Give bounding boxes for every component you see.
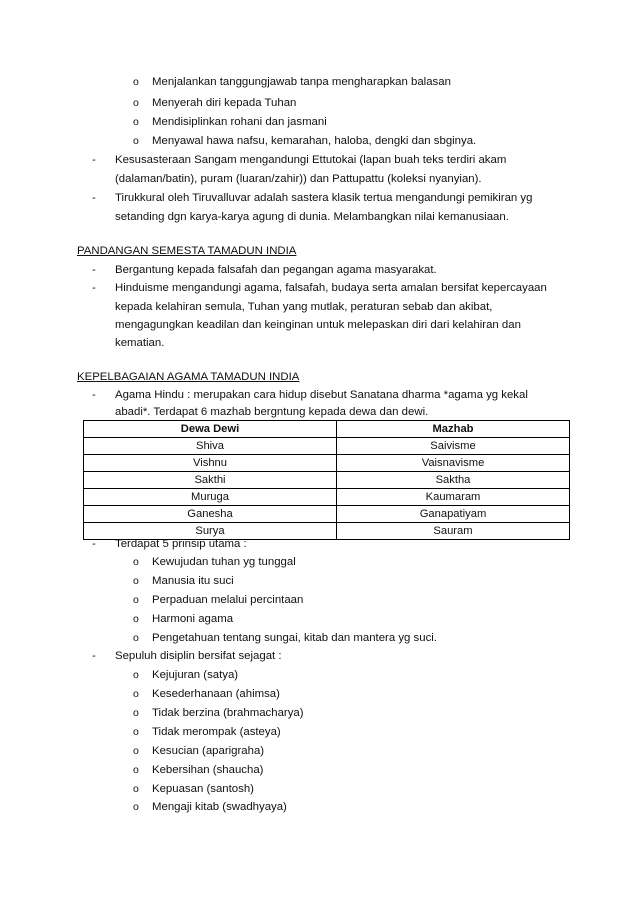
list-item: Kejujuran (satya) bbox=[152, 669, 239, 681]
circle-bullet-icon: o bbox=[133, 575, 139, 587]
circle-bullet-icon: o bbox=[133, 76, 139, 88]
list-item-line: setanding dgn karya-karya agung di dunia. Melambangkan nilai kemanusiaan. bbox=[115, 211, 509, 223]
list-item: Menjalankan tanggungjawab tanpa mengharapkan balasan bbox=[152, 76, 451, 88]
list-item-line: (dalaman/batin), puram (luaran/zahir)) dan Pattupattu (koleksi nyanyian). bbox=[115, 173, 482, 185]
list-item: Kesederhanaan (ahimsa) bbox=[152, 688, 280, 700]
list-item: Mengaji kitab (swadhyaya) bbox=[152, 801, 287, 813]
list-item: Mendisiplinkan rohani dan jasmani bbox=[152, 116, 327, 128]
list-item-line: mengagungkan keadilan dan keinginan untuk melepaskan diri dari kelahiran dan bbox=[115, 319, 521, 331]
list-item: Kesucian (aparigraha) bbox=[152, 745, 265, 757]
section-heading: KEPELBAGAIAN AGAMA TAMADUN INDIA bbox=[77, 371, 300, 383]
list-item: Menyawal hawa nafsu, kemarahan, haloba, dengki dan sbginya. bbox=[152, 135, 477, 147]
circle-bullet-icon: o bbox=[133, 783, 139, 795]
table-row bbox=[84, 438, 570, 455]
table-cell: Saivisme bbox=[337, 438, 570, 455]
circle-bullet-icon: o bbox=[133, 726, 139, 738]
list-item: Pengetahuan tentang sungai, kitab dan mantera yg suci. bbox=[152, 632, 437, 644]
table-row bbox=[84, 472, 570, 489]
list-item: Manusia itu suci bbox=[152, 575, 234, 587]
dash-bullet: - bbox=[92, 650, 96, 662]
column-header: Dewa Dewi bbox=[84, 421, 337, 438]
list-item: Kebersihan (shaucha) bbox=[152, 764, 264, 776]
list-item: Menyerah diri kepada Tuhan bbox=[152, 97, 297, 109]
dash-bullet: - bbox=[92, 538, 96, 550]
list-item-line: Tirukkural oleh Tiruvalluvar adalah sastera klasik tertua mengandungi pemikiran yg bbox=[115, 192, 533, 204]
dash-bullet: - bbox=[92, 264, 96, 276]
table-cell: Sauram bbox=[337, 523, 570, 540]
table-row bbox=[84, 455, 570, 472]
dash-bullet: - bbox=[92, 389, 96, 401]
list-item-line: Hinduisme mengandungi agama, falsafah, budaya serta amalan bersifat kepercayaan bbox=[115, 282, 547, 294]
dash-bullet: - bbox=[92, 192, 96, 204]
dash-bullet: - bbox=[92, 154, 96, 166]
circle-bullet-icon: o bbox=[133, 669, 139, 681]
table-cell: Surya bbox=[84, 523, 337, 540]
list-item: Tidak merompak (asteya) bbox=[152, 726, 281, 738]
list-item-line: Sepuluh disiplin bersifat sejagat : bbox=[115, 650, 282, 662]
dash-bullet: - bbox=[92, 282, 96, 294]
list-item-line: kepada kelahiran semula, Tuhan yang mutlak, peraturan sebab dan akibat, bbox=[115, 301, 493, 313]
circle-bullet-icon: o bbox=[133, 764, 139, 776]
circle-bullet-icon: o bbox=[133, 688, 139, 700]
circle-bullet-icon: o bbox=[133, 632, 139, 644]
circle-bullet-icon: o bbox=[133, 135, 139, 147]
circle-bullet-icon: o bbox=[133, 745, 139, 757]
circle-bullet-icon: o bbox=[133, 801, 139, 813]
table-header-row bbox=[84, 421, 570, 438]
list-item-line: kematian. bbox=[115, 337, 165, 349]
column-header: Mazhab bbox=[337, 421, 570, 438]
circle-bullet-icon: o bbox=[133, 613, 139, 625]
table-cell: Saktha bbox=[337, 472, 570, 489]
table-cell: Vishnu bbox=[84, 455, 337, 472]
list-item: Tidak berzina (brahmacharya) bbox=[152, 707, 304, 719]
table-row bbox=[84, 489, 570, 506]
table-row bbox=[84, 506, 570, 523]
list-item-line: Agama Hindu : merupakan cara hidup disebut Sanatana dharma *agama yg kekal bbox=[115, 389, 528, 401]
list-item: Perpaduan melalui percintaan bbox=[152, 594, 304, 606]
circle-bullet-icon: o bbox=[133, 556, 139, 568]
circle-bullet-icon: o bbox=[133, 116, 139, 128]
table-cell: Vaisnavisme bbox=[337, 455, 570, 472]
list-item-line: Kesusasteraan Sangam mengandungi Ettutokai (lapan buah teks terdiri akam bbox=[115, 154, 507, 166]
circle-bullet-icon: o bbox=[133, 707, 139, 719]
list-item-line: abadi*. Terdapat 6 mazhab bergntung kepada dewa dan dewi. bbox=[115, 406, 429, 418]
table-cell: Ganesha bbox=[84, 506, 337, 523]
section-heading: PANDANGAN SEMESTA TAMADUN INDIA bbox=[77, 245, 297, 257]
list-item: Harmoni agama bbox=[152, 613, 234, 625]
circle-bullet-icon: o bbox=[133, 97, 139, 109]
table-cell: Ganapatiyam bbox=[337, 506, 570, 523]
list-item-line: Bergantung kepada falsafah dan pegangan agama masyarakat. bbox=[115, 264, 437, 276]
table-cell: Muruga bbox=[84, 489, 337, 506]
table-cell: Sakthi bbox=[84, 472, 337, 489]
table-cell: Shiva bbox=[84, 438, 337, 455]
table-cell: Kaumaram bbox=[337, 489, 570, 506]
circle-bullet-icon: o bbox=[133, 594, 139, 606]
mazhab-table bbox=[83, 420, 570, 540]
list-item: Kewujudan tuhan yg tunggal bbox=[152, 556, 296, 568]
list-item: Kepuasan (santosh) bbox=[152, 783, 254, 795]
list-item-line: Terdapat 5 prinsip utama : bbox=[115, 538, 247, 550]
